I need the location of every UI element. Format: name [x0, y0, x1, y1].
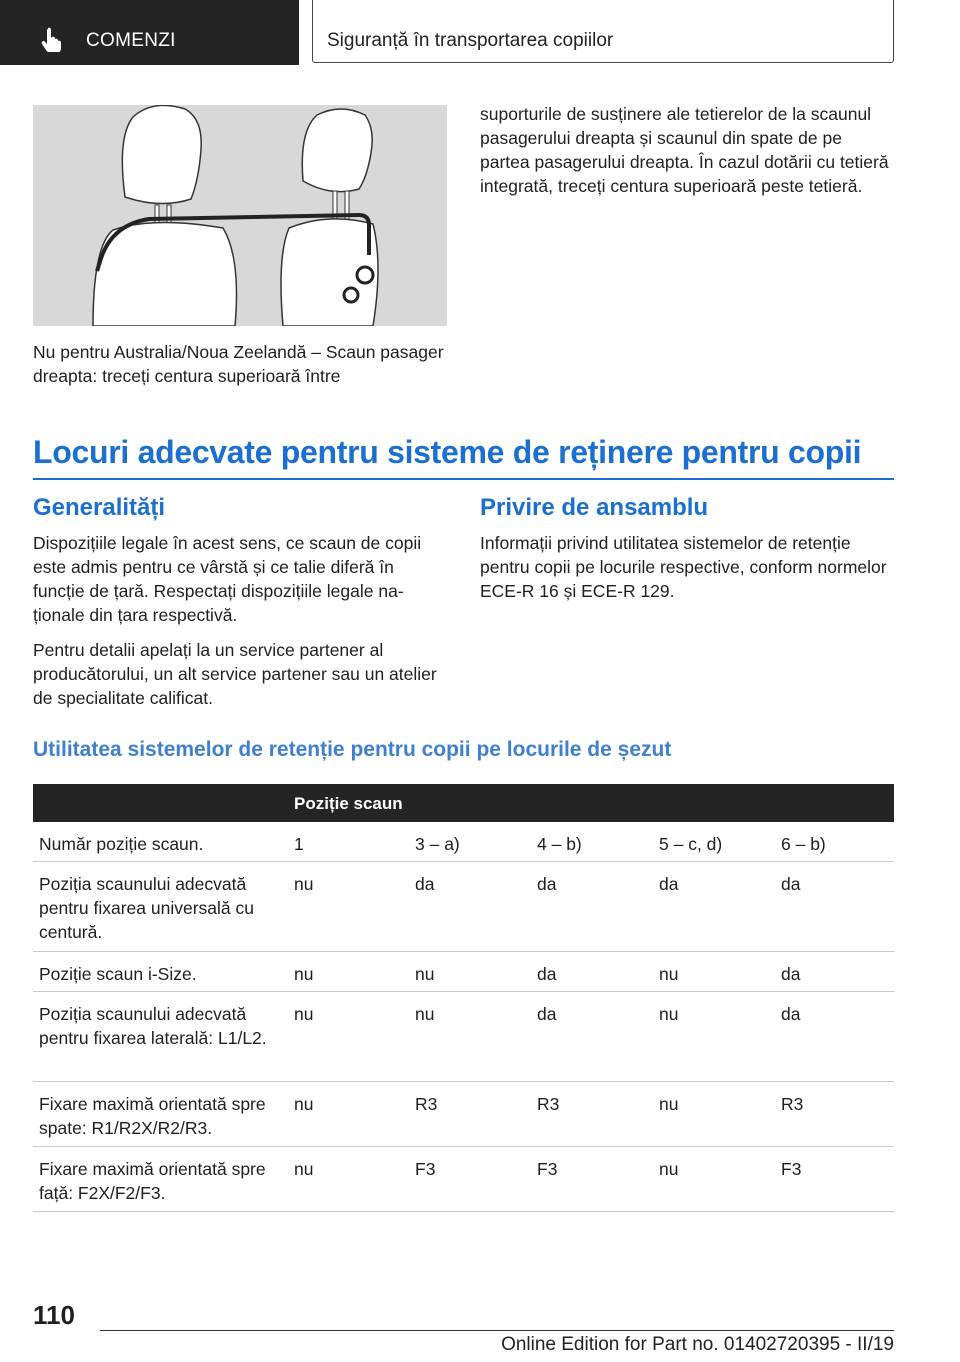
table-cell: F3	[537, 1159, 558, 1179]
general-paragraph-2: Pentru detalii apelați la un service partener al producătorului, un alt service partener sau un atelier de specialitate calificat.	[33, 640, 437, 708]
table-cell: Număr poziție scaun.	[39, 834, 204, 854]
table-cell: nu	[294, 874, 314, 894]
table-cell: 3 – a)	[415, 834, 460, 854]
table-cell: nu	[659, 1094, 679, 1114]
table-cell: nu	[294, 1004, 314, 1024]
table-cell: nu	[659, 1004, 679, 1024]
table-cell: R3	[537, 1094, 560, 1114]
table-cell: F3	[781, 1159, 802, 1179]
table-cell: nu	[415, 1004, 435, 1024]
table-cell: 4 – b)	[537, 834, 582, 854]
table-row	[33, 1082, 894, 1147]
table-cell: R3	[415, 1094, 438, 1114]
table-cell: da	[415, 874, 435, 894]
chapter-title-box	[312, 0, 894, 63]
table-row	[33, 822, 894, 862]
edition-note: Online Edition for Part no. 01402720395 - II/19	[501, 1334, 894, 1355]
table-row	[33, 862, 894, 952]
table-cell: nu	[415, 964, 435, 984]
overview-paragraph: Informații privind utilitatea sistemelor de retenție pentru copii pe locurile respective, conform normelor ECE-R 16 și ECE-R 129.	[480, 533, 887, 601]
table-cell: da	[781, 1004, 801, 1024]
table-cell: nu	[294, 964, 314, 984]
figure-caption: Nu pentru Australia/Noua Zeelandă – Scaun pasager dreapta: treceți centura superioară între	[33, 342, 444, 386]
table-row	[33, 1147, 894, 1212]
table-cell: da	[659, 874, 679, 894]
table-cell: Fixare maximă orientată spre spate: R1/R2X/R2/R3.	[39, 1094, 266, 1138]
general-paragraph-1: Dispozițiile legale în acest sens, ce scaun de copii este admis pentru ce vârstă și ce talie diferă în funcție de țară. Respectați dispozițiile legale naționale din țara respectivă.	[33, 533, 422, 625]
section-tab-label: COMENZI	[86, 30, 176, 51]
table-row	[33, 952, 894, 992]
table-cell: da	[781, 964, 801, 984]
table-cell: da	[537, 964, 557, 984]
table-cell: 1	[294, 834, 304, 854]
general-heading: Generalități	[33, 494, 166, 521]
table-cell: da	[537, 874, 557, 894]
table-row	[33, 992, 894, 1082]
table-cell: Fixare maximă orientată spre față: F2X/F2/F3.	[39, 1159, 266, 1203]
hand-pointer-icon	[40, 26, 66, 52]
section-tab[interactable]	[0, 0, 299, 65]
table-cell: Poziție scaun i-Size.	[39, 964, 197, 984]
table-cell: da	[781, 874, 801, 894]
continuation-paragraph: suporturile de susținere ale tetierelor de la scaunul pasagerului dreapta și scaunul din spate de pe partea pasagerului dreapta. În cazul dotării cu tetieră integrată, treceți centura superioară peste tetieră.	[480, 104, 889, 196]
table-cell: da	[537, 1004, 557, 1024]
table-cell: nu	[659, 964, 679, 984]
table-cell: R3	[781, 1094, 804, 1114]
table-header-label: Poziție scaun	[294, 794, 403, 813]
table-cell: nu	[294, 1159, 314, 1179]
table-cell: nu	[659, 1159, 679, 1179]
table-header	[33, 784, 894, 822]
overview-heading: Privire de ansamblu	[480, 494, 709, 521]
chapter-title: Siguranță în transportarea copiilor	[327, 30, 614, 51]
table-heading: Utilitatea sistemelor de retenție pentru copii pe locurile de șezut	[33, 738, 672, 761]
heading-rule	[33, 478, 894, 480]
table-cell: nu	[294, 1094, 314, 1114]
seat-suitability-table	[33, 822, 894, 1212]
table-cell: F3	[415, 1159, 436, 1179]
main-heading: Locuri adecvate pentru sisteme de reținere pentru copii	[33, 434, 862, 470]
page-number: 110	[33, 1300, 75, 1330]
table-cell: 5 – c, d)	[659, 834, 723, 854]
table-cell: 6 – b)	[781, 834, 826, 854]
table-cell: Poziția scaunului adecvată pentru fixarea laterală: L1/L2.	[39, 1004, 267, 1048]
table-cell: Poziția scaunului adecvată pentru fixarea universală cu centură.	[39, 874, 254, 942]
seat-tether-illustration	[33, 105, 447, 326]
footer-rule	[100, 1330, 894, 1331]
